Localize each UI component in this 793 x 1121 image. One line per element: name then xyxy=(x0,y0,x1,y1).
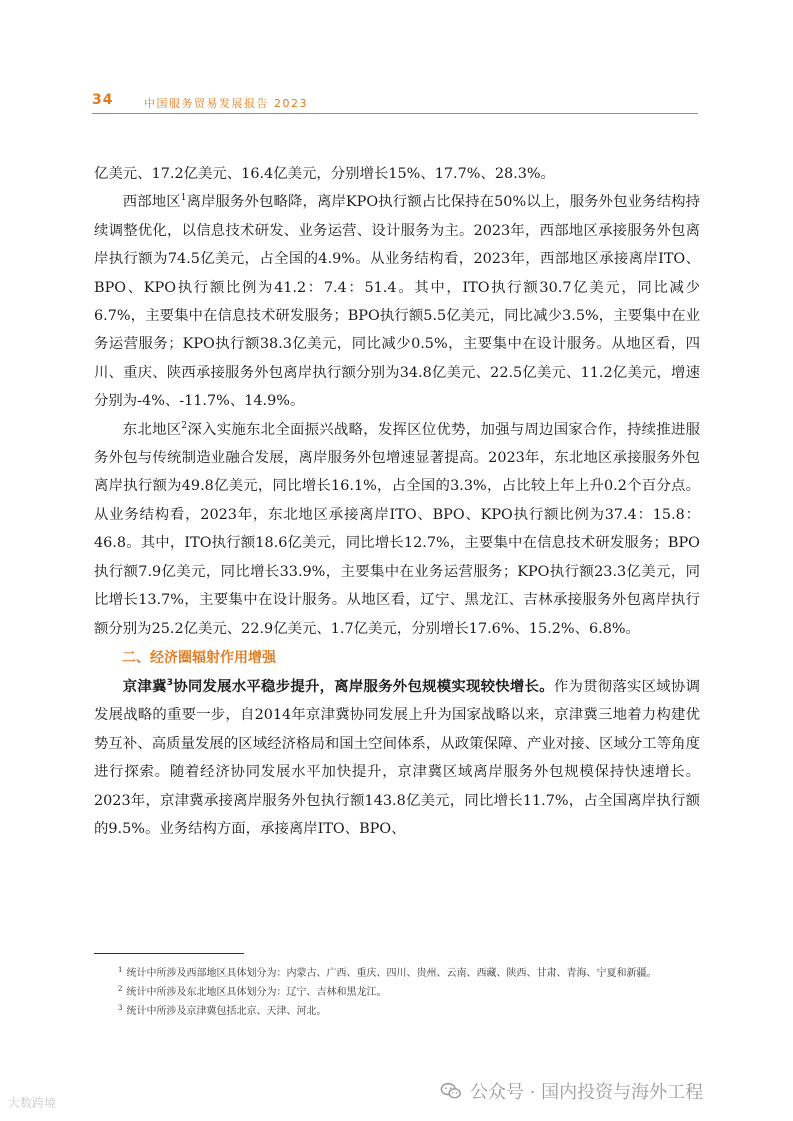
footnote-divider xyxy=(94,953,244,954)
watermark-right xyxy=(440,1076,703,1106)
watermark-right-text: 公众号 · 国内投资与海外工程 xyxy=(470,1082,704,1103)
header-rule xyxy=(92,113,698,114)
footnotes xyxy=(118,964,698,1021)
page-header xyxy=(92,90,698,114)
wechat-icon xyxy=(440,1080,462,1102)
main-content xyxy=(94,160,700,843)
paragraph-west-region: 西部地区$^1$离岸服务外包略降，离岸KPO执行额占比保持在50%以上，服务外包业务结构持续调整优化，以信息技术研发、业务运营、设计服务为主。2023年，西部地区承接服务外包离岸执行额为74.5亿美元，占全国的4.9%。从业务结构看，2023年，西部地区承接离岸ITO、BPO、KPO执行额比例为41.2：7.4：51.4。其中，ITO执行额30.7亿美元，同比减少6.7%，主要集中在信息技术研发服务；BPO执行额5.5亿美元，同比减少3.5%，主要集中在业务运营服务；KPO执行额38.3亿美元，同比减少0.5%，主要集中在设计服务。从地区看，四川、重庆、陕西承接服务外包离岸执行额分别为34.8亿美元、22.5亿美元、11.2亿美元，增速分别为-4%、-11.7%、14.9%。 xyxy=(94,193,700,410)
footnote-ref-2[interactable]: 2 xyxy=(181,420,188,431)
paragraph-northeast-region: 东北地区$^2$深入实施东北全面振兴战略，发挥区位优势，加强与周边国家合作，持续推进服务外包与传统制造业融合发展，离岸服务外包增速显著提高。2023年，东北地区承接服务外包离岸执行额为49.8亿美元，同比增长16.1%，占全国的3.3%，占比较上年上升0.2个百分点。从业务结构看，2023年，东北地区承接离岸ITO、BPO、KPO执行额比例为37.4：15.8：46.8。其中，ITO执行额18.6亿美元，同比增长12.7%，主要集中在信息技术研发服务；BPO执行额7.9亿美元，同比增长33.9%，主要集中在业务运营服务；KPO执行额23.3亿美元，同比增长13.7%，主要集中在设计服务。从地区看，辽宁、黑龙江、吉林承接服务外包离岸执行额分别为25.2亿美元、22.9亿美元、1.7亿美元，分别增长17.6%、15.2%、6.8%。 xyxy=(94,420,700,637)
paragraph-continuation: 亿美元、17.2亿美元、16.4亿美元，分别增长15%、17.7%、28.3%。 xyxy=(94,166,555,182)
page-number: 34 xyxy=(92,92,114,108)
footnote-3: $^3$ 统计中所涉及京津冀包括北京、天津、河北。 xyxy=(118,1003,327,1017)
footnote-1: $^1$ 统计中所涉及西部地区具体划分为：内蒙古、广西、重庆、四川、贵州、云南、西藏、陕西、甘肃、青海、宁夏和新疆。 xyxy=(118,965,657,979)
footnote-ref-1[interactable]: 1 xyxy=(180,193,187,204)
running-title: 中国服务贸易发展报告 2023 xyxy=(144,97,308,110)
footnote-ref-3[interactable]: 3 xyxy=(166,678,173,689)
paragraph-jingjinji: 京津冀$^3$协同发展水平稳步提升，离岸服务外包规模实现较快增长。作为贯彻落实区域协调发展战略的重要一步，自2014年京津冀协同发展上升为国家战略以来，京津冀三地着力构建优势互补、高质量发展的区域经济格局和国土空间体系，从政策保障、产业对接、区域分工等角度进行探索。随着经济协同发展水平加快提升，京津冀区域离岸服务外包规模保持快速增长。2023年，京津冀承接离岸服务外包执行额143.8亿美元，同比增长11.7%，占全国离岸执行额的9.5%。业务结构方面，承接离岸ITO、BPO、 xyxy=(94,678,700,837)
bold-lead-text: 京津冀$^3$协同发展水平稳步提升，离岸服务外包规模实现较快增长。 xyxy=(122,678,554,695)
watermark-left: 大数跨境 xyxy=(8,1096,57,1110)
section-heading: 二、经济圈辐射作用增强 xyxy=(122,649,276,666)
footnote-2: $^2$ 统计中所涉及东北地区具体划分为：辽宁、吉林和黑龙江。 xyxy=(118,984,387,998)
